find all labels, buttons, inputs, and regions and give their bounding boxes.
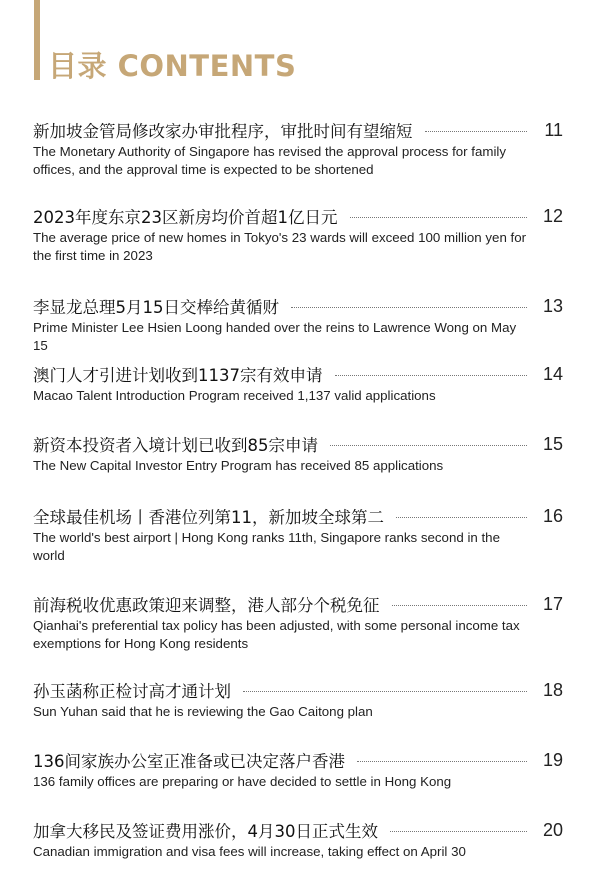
toc-entry[interactable] [33,293,563,355]
entry-title-zh: 李显龙总理5月15日交棒给黄循财 [33,298,279,317]
entry-title-en: The average price of new homes in Tokyo's 23 wards will exceed 100 million yen for the first time in 2023 [33,230,527,263]
entry-title-zh: 全球最佳机场丨香港位列第11，新加坡全球第二 [33,508,384,527]
entry-title-en: Qianhai's preferential tax policy has been adjusted, with some personal income tax exemptions for Hong Kong residents [33,618,520,651]
toc-entry[interactable] [33,677,563,721]
dot-leader [350,217,528,218]
page-number: 14 [542,363,563,384]
entry-title-en: The world's best airport | Hong Kong ranks 11th, Singapore ranks second in the world [33,530,500,563]
dot-leader [243,691,527,692]
toc-entry[interactable] [33,361,563,405]
entry-title-zh: 新加坡金管局修改家办审批程序，审批时间有望缩短 [33,122,413,141]
page-number: 11 [544,119,563,140]
dot-leader [392,605,528,606]
entry-title-zh: 136间家族办公室正准备或已决定落户香港 [33,752,345,771]
dot-leader [396,517,527,518]
dot-leader [335,375,528,376]
page-number: 19 [542,749,563,770]
toc-entry[interactable] [33,431,563,475]
page-number: 17 [542,593,563,614]
entry-title-zh: 加拿大移民及签证费用涨价，4月30日正式生效 [33,822,378,841]
toc-entry[interactable] [33,203,563,265]
entry-title-en: Prime Minister Lee Hsien Loong handed over the reins to Lawrence Wong on May 15 [33,320,517,353]
toc-entry[interactable] [33,591,563,653]
entry-title-en: The Monetary Authority of Singapore has revised the approval process for family offices, and the approval time is expected to be shortened [33,144,507,177]
entry-title-zh: 孙玉菡称正检讨高才通计划 [33,682,231,701]
entry-title-en: Macao Talent Introduction Program received 1,137 valid applications [33,388,436,403]
page-number: 16 [542,505,563,526]
page-number: 13 [542,295,563,316]
entry-title-en: The New Capital Investor Entry Program has received 85 applications [33,458,444,473]
toc-entry[interactable] [33,117,563,179]
page-title: 目录 CONTENTS [48,49,297,83]
toc-entry[interactable] [33,817,563,861]
entry-title-zh: 澳门人才引进计划收到1137宗有效申请 [33,366,323,385]
dot-leader [390,831,527,832]
dot-leader [330,445,527,446]
entry-title-en: Sun Yuhan said that he is reviewing the Gao Caitong plan [33,704,373,719]
dot-leader [357,761,527,762]
dot-leader [291,307,527,308]
page-number: 20 [542,819,563,840]
entry-title-zh: 2023年度东京23区新房均价首超1亿日元 [33,208,338,227]
dot-leader [425,131,528,132]
entry-title-zh: 前海税收优惠政策迎来调整，港人部分个税免征 [33,596,380,615]
entry-title-en: 136 family offices are preparing or have decided to settle in Hong Kong [33,774,452,789]
accent-bar [34,0,40,80]
entry-title-en: Canadian immigration and visa fees will increase, taking effect on April 30 [33,844,466,859]
entry-title-zh: 新资本投资者入境计划已收到85宗申请 [33,436,318,455]
page-number: 15 [542,433,563,454]
page-number: 18 [542,679,563,700]
toc-entry[interactable] [33,503,563,565]
toc-entry[interactable] [33,747,563,791]
page-number: 12 [542,205,563,226]
